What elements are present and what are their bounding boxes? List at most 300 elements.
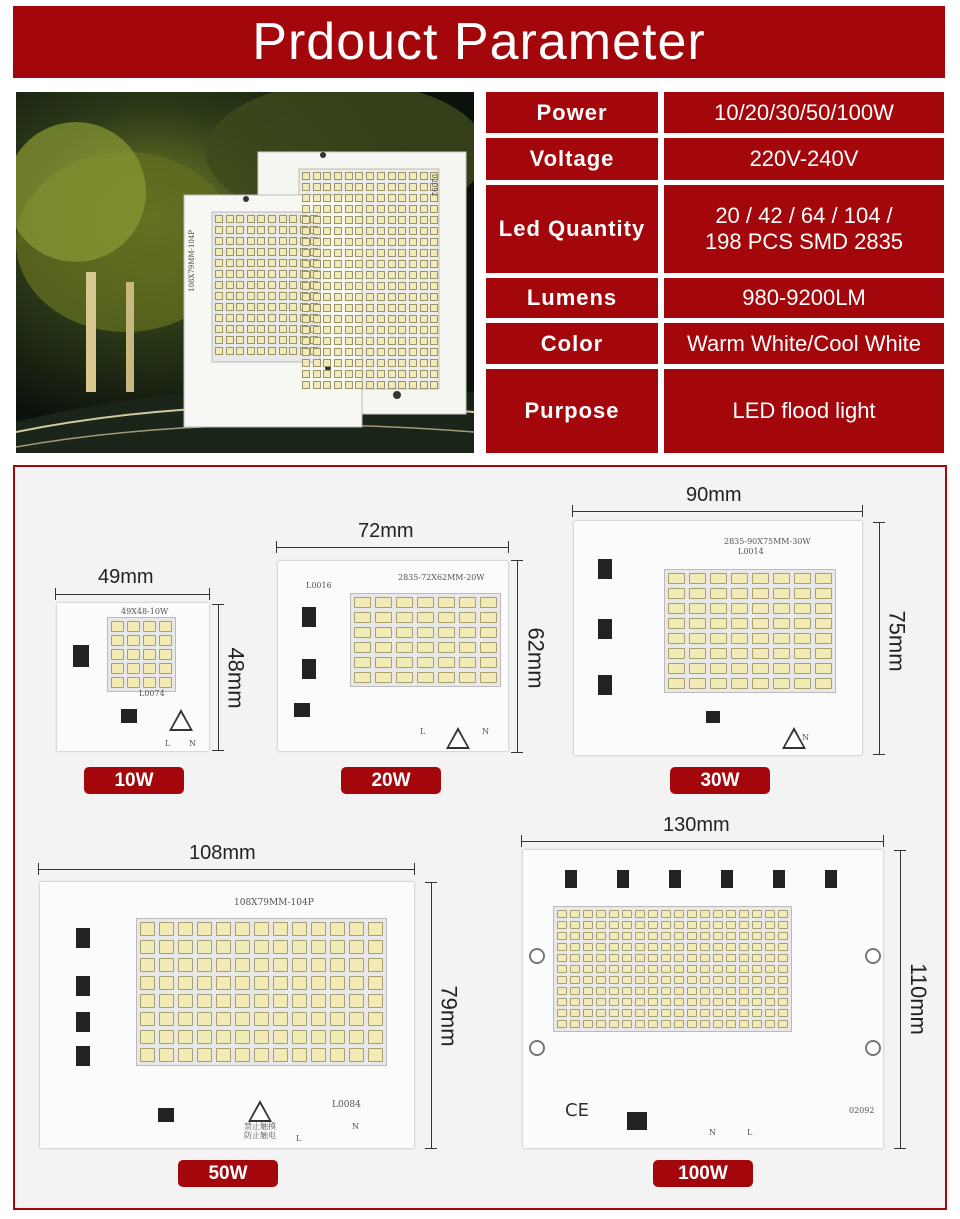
led-chip — [700, 976, 710, 984]
led-chip — [330, 1030, 345, 1044]
dim-line — [517, 560, 518, 752]
photo-led-chip — [247, 303, 255, 311]
photo-led-chip — [302, 348, 310, 356]
dim-tick — [425, 882, 437, 883]
photo-led-chip — [323, 227, 331, 235]
led-chip — [661, 921, 671, 929]
rectifier-chip — [294, 703, 310, 717]
led-chip — [794, 648, 811, 659]
photo-led-chip — [334, 359, 342, 367]
led-chip — [583, 1020, 593, 1028]
photo-led-chip — [398, 183, 406, 191]
led-chip — [557, 910, 567, 918]
board-50w — [40, 882, 414, 1148]
photo-led-chip — [334, 249, 342, 257]
led-chip — [778, 976, 788, 984]
led-chip — [674, 1009, 684, 1017]
photo-led-chip — [377, 337, 385, 345]
dim-height-50w: 79mm — [436, 985, 462, 1047]
led-chip — [254, 1030, 269, 1044]
photo-led-chip — [313, 260, 321, 268]
led-chip — [330, 940, 345, 954]
photo-led-chip — [247, 314, 255, 322]
led-chip — [739, 943, 749, 951]
photo-led-chip — [420, 216, 428, 224]
led-chip — [596, 1009, 606, 1017]
photo-led-chip — [247, 325, 255, 333]
photo-led-chip — [377, 370, 385, 378]
led-chip — [752, 678, 769, 689]
photo-led-chip — [215, 237, 223, 245]
led-chip — [773, 618, 790, 629]
led-chip — [570, 921, 580, 929]
led-chip — [635, 954, 645, 962]
led-chip — [557, 998, 567, 1006]
photo-led-chip — [289, 314, 297, 322]
photo-led-chip — [430, 304, 438, 312]
led-chip — [159, 922, 174, 936]
photo-led-chip — [247, 347, 255, 355]
photo-led-chip — [268, 237, 276, 245]
led-chip — [349, 940, 364, 954]
dim-tick — [425, 1148, 437, 1149]
dim-height-30w: 75mm — [884, 610, 910, 672]
photo-led-chip — [398, 315, 406, 323]
led-chip — [159, 958, 174, 972]
led-chip — [689, 603, 706, 614]
photo-led-chip — [268, 270, 276, 278]
photo-led-chip — [215, 215, 223, 223]
led-chip — [292, 940, 307, 954]
led-chip — [438, 597, 455, 608]
param-row-lumens — [486, 278, 944, 318]
photo-led-chip — [366, 293, 374, 301]
led-grid-100w — [553, 906, 792, 1032]
photo-led-chip — [215, 281, 223, 289]
photo-led-chip — [366, 282, 374, 290]
photo-led-chip — [323, 249, 331, 257]
photo-led-chip — [268, 259, 276, 267]
board-30w — [574, 521, 862, 755]
photo-led-chip — [377, 326, 385, 334]
led-chip — [235, 1030, 250, 1044]
led-chip — [159, 649, 172, 660]
photo-led-chip — [420, 238, 428, 246]
led-chip — [778, 987, 788, 995]
photo-led-chip — [257, 270, 265, 278]
led-chip — [596, 998, 606, 1006]
photo-led-chip — [345, 348, 353, 356]
photo-led-chip — [226, 314, 234, 322]
photo-led-chip — [377, 238, 385, 246]
led-chip — [480, 657, 497, 668]
led-chip — [368, 1012, 383, 1026]
dim-tick — [209, 588, 210, 600]
led-chip — [396, 612, 413, 623]
photo-led-chip — [409, 304, 417, 312]
photo-led-chip — [345, 282, 353, 290]
photo-led-chip — [215, 325, 223, 333]
led-chip — [713, 921, 723, 929]
photo-led-chip — [366, 326, 374, 334]
photo-led-chip — [398, 271, 406, 279]
photo-led-chip — [430, 205, 438, 213]
photo-led-chip — [247, 281, 255, 289]
led-chip — [140, 994, 155, 1008]
led-chip — [622, 954, 632, 962]
led-chip — [794, 633, 811, 644]
led-chip — [752, 633, 769, 644]
photo-led-chip — [398, 370, 406, 378]
photo-led-chip — [334, 370, 342, 378]
photo-led-chip — [302, 337, 310, 345]
photo-led-chip — [257, 281, 265, 289]
dim-tick — [212, 750, 224, 751]
photo-led-chip — [366, 194, 374, 202]
led-chip — [143, 649, 156, 660]
photo-led-chip — [355, 293, 363, 301]
photo-led-chip — [279, 347, 287, 355]
photo-led-chip — [430, 359, 438, 367]
dim-tick — [572, 505, 573, 517]
photo-led-chip — [388, 183, 396, 191]
photo-led-chip — [377, 359, 385, 367]
rectifier-chip — [706, 711, 720, 723]
photo-led-chip — [345, 194, 353, 202]
led-chip — [710, 633, 727, 644]
photo-led-chip — [355, 304, 363, 312]
driver-chip — [302, 659, 316, 679]
photo-led-chip — [388, 326, 396, 334]
photo-led-chip — [215, 314, 223, 322]
led-chip — [661, 998, 671, 1006]
led-grid-30w — [664, 569, 836, 693]
photo-led-chip — [236, 303, 244, 311]
led-chip — [235, 976, 250, 990]
mounting-hole — [529, 948, 545, 964]
photo-led-chip — [334, 260, 342, 268]
led-chip — [159, 1030, 174, 1044]
photo-led-chip — [226, 303, 234, 311]
photo-led-chip — [388, 337, 396, 345]
led-chip — [330, 922, 345, 936]
dim-width-100w: 130mm — [663, 814, 730, 836]
photo-led-chip — [257, 314, 265, 322]
led-chip — [773, 663, 790, 674]
live-mark: L — [296, 1134, 302, 1143]
photo-led-chip — [226, 248, 234, 256]
photo-led-chip — [313, 370, 321, 378]
led-chip — [159, 663, 172, 674]
led-chip — [713, 943, 723, 951]
led-chip — [292, 994, 307, 1008]
led-chip — [739, 932, 749, 940]
led-chip — [700, 965, 710, 973]
photo-led-chip — [236, 281, 244, 289]
driver-chip — [617, 870, 629, 888]
dim-tick — [38, 863, 39, 875]
photo-led-chip — [289, 281, 297, 289]
photo-led-chip — [409, 260, 417, 268]
led-chip — [159, 1012, 174, 1026]
photo-led-chip — [313, 348, 321, 356]
dim-tick — [883, 835, 884, 847]
led-chip — [216, 958, 231, 972]
driver-chip — [598, 559, 612, 579]
photo-led-chip — [279, 226, 287, 234]
led-chip — [668, 648, 685, 659]
rectifier-chip — [627, 1112, 647, 1130]
led-chip — [726, 910, 736, 918]
led-chip — [713, 910, 723, 918]
led-chip — [330, 1012, 345, 1026]
led-chip — [235, 1012, 250, 1026]
led-chip — [311, 958, 326, 972]
photo-led-chip — [247, 270, 255, 278]
led-chip — [687, 965, 697, 973]
mounting-hole — [529, 1040, 545, 1056]
led-chip — [710, 588, 727, 599]
led-chip — [689, 573, 706, 584]
led-chip — [648, 910, 658, 918]
led-chip — [687, 1009, 697, 1017]
led-chip — [583, 943, 593, 951]
led-chip — [713, 987, 723, 995]
photo-led-chip — [377, 260, 385, 268]
led-chip — [765, 976, 775, 984]
photo-led-chip — [279, 215, 287, 223]
photo-led-chip — [323, 370, 331, 378]
led-chip — [668, 663, 685, 674]
led-chip — [311, 922, 326, 936]
photo-led-chip — [430, 227, 438, 235]
led-chip — [674, 1020, 684, 1028]
photo-led-chip — [398, 227, 406, 235]
led-chip — [765, 932, 775, 940]
led-chip — [609, 998, 619, 1006]
photo-led-chip — [302, 227, 310, 235]
led-chip — [739, 965, 749, 973]
led-chip — [330, 958, 345, 972]
led-chip — [140, 922, 155, 936]
led-chip — [583, 987, 593, 995]
photo-led-chip — [409, 172, 417, 180]
photo-led-chip — [420, 326, 428, 334]
photo-led-chip — [409, 205, 417, 213]
photo-led-chip — [313, 282, 321, 290]
photo-led-chip — [302, 293, 310, 301]
led-chip — [583, 965, 593, 973]
led-chip — [710, 618, 727, 629]
led-chip — [349, 994, 364, 1008]
led-chip — [778, 1020, 788, 1028]
photo-led-chip — [313, 359, 321, 367]
dim-tick — [414, 863, 415, 875]
param-row-led-quantity — [486, 185, 944, 273]
led-chip — [140, 976, 155, 990]
led-chip — [622, 1009, 632, 1017]
led-chip — [713, 932, 723, 940]
led-chip — [159, 976, 174, 990]
photo-led-chip — [323, 271, 331, 279]
led-chip — [368, 976, 383, 990]
led-chip — [570, 976, 580, 984]
photo-led-chip — [215, 259, 223, 267]
led-chip — [459, 627, 476, 638]
led-chip — [752, 921, 762, 929]
led-chip — [557, 987, 567, 995]
led-chip — [480, 612, 497, 623]
led-chip — [752, 588, 769, 599]
led-chip — [178, 1012, 193, 1026]
led-chip — [609, 910, 619, 918]
photo-led-chip — [345, 370, 353, 378]
photo-led-chip — [398, 304, 406, 312]
neutral-mark: N — [709, 1128, 716, 1137]
photo-led-chip — [377, 183, 385, 191]
photo-led-chip — [345, 260, 353, 268]
photo-led-chip — [289, 292, 297, 300]
led-chip — [700, 943, 710, 951]
photo-led-chip — [302, 381, 310, 389]
led-chip — [311, 1048, 326, 1062]
led-chip — [752, 603, 769, 614]
board-silkscreen: 49X48-10W — [121, 607, 169, 616]
led-chip — [235, 1048, 250, 1062]
photo-led-chip — [420, 205, 428, 213]
led-chip — [349, 1012, 364, 1026]
led-chip — [710, 573, 727, 584]
photo-led-chip — [355, 205, 363, 213]
led-chip — [648, 1009, 658, 1017]
led-chip — [417, 642, 434, 653]
led-chip — [815, 603, 832, 614]
led-chip — [583, 910, 593, 918]
board-code: L0074 — [139, 689, 165, 698]
led-chip — [480, 642, 497, 653]
param-row-voltage — [486, 138, 944, 180]
photo-led-chip — [334, 183, 342, 191]
led-chip — [815, 588, 832, 599]
photo-led-chip — [323, 326, 331, 334]
led-chip — [178, 922, 193, 936]
led-chip — [178, 1030, 193, 1044]
led-chip — [609, 1020, 619, 1028]
led-chip — [689, 648, 706, 659]
led-chip — [752, 1009, 762, 1017]
led-chip — [752, 987, 762, 995]
photo-led-chip — [355, 348, 363, 356]
led-chip — [178, 1048, 193, 1062]
led-chip — [127, 677, 140, 688]
led-chip — [459, 672, 476, 683]
led-chip — [752, 1020, 762, 1028]
photo-led-chip — [334, 172, 342, 180]
led-chip — [111, 649, 124, 660]
led-chip — [700, 921, 710, 929]
led-chip — [349, 976, 364, 990]
led-chip — [273, 940, 288, 954]
photo-led-chip — [257, 215, 265, 223]
mounting-hole — [865, 948, 881, 964]
wattage-tag-20w: 20W — [341, 767, 441, 794]
driver-chip — [76, 1012, 90, 1032]
dim-width-20w: 72mm — [358, 520, 414, 542]
live-mark: L — [747, 1128, 753, 1137]
param-key: Color — [486, 323, 658, 364]
photo-led-chip — [420, 271, 428, 279]
led-chip — [674, 965, 684, 973]
led-chip — [648, 932, 658, 940]
led-chip — [140, 1012, 155, 1026]
led-chip — [396, 627, 413, 638]
photo-led-chip — [366, 172, 374, 180]
led-chip — [349, 958, 364, 972]
led-chip — [273, 1012, 288, 1026]
led-chip — [773, 678, 790, 689]
led-chip — [765, 921, 775, 929]
led-chip — [609, 987, 619, 995]
driver-chip — [76, 1046, 90, 1066]
led-chip — [570, 998, 580, 1006]
photo-led-chip — [236, 314, 244, 322]
param-key: Led Quantity — [486, 185, 658, 273]
led-chip — [674, 921, 684, 929]
led-chip — [159, 635, 172, 646]
led-chip — [794, 663, 811, 674]
board-silkscreen: 108X79MM-104P — [234, 898, 314, 908]
photo-led-chip — [279, 325, 287, 333]
photo-led-chip — [313, 194, 321, 202]
led-chip — [254, 994, 269, 1008]
led-chip — [417, 627, 434, 638]
led-chip — [143, 663, 156, 674]
photo-led-chip — [377, 293, 385, 301]
led-chip — [674, 998, 684, 1006]
photo-led-chip — [388, 249, 396, 257]
photo-led-chip — [302, 194, 310, 202]
led-chip — [375, 642, 392, 653]
dim-tick — [508, 541, 509, 553]
photo-led-chip — [388, 359, 396, 367]
led-chip — [713, 1020, 723, 1028]
led-chip — [648, 943, 658, 951]
photo-led-chip — [268, 215, 276, 223]
photo-led-chip — [302, 238, 310, 246]
photo-led-chip — [257, 292, 265, 300]
led-chip — [710, 648, 727, 659]
photo-led-chip — [268, 281, 276, 289]
photo-led-chip — [420, 260, 428, 268]
photo-led-chip — [409, 216, 417, 224]
led-chip — [668, 588, 685, 599]
led-chip — [216, 1048, 231, 1062]
led-chip — [459, 642, 476, 653]
led-chip — [713, 1009, 723, 1017]
led-chip — [583, 954, 593, 962]
photo-led-chip — [388, 227, 396, 235]
led-chip — [557, 921, 567, 929]
photo-led-chip — [398, 381, 406, 389]
led-chip — [778, 921, 788, 929]
led-chip — [349, 922, 364, 936]
photo-led-chip — [366, 205, 374, 213]
photo-led-chip — [215, 303, 223, 311]
led-chip — [731, 618, 748, 629]
led-chip — [292, 958, 307, 972]
led-chip — [143, 677, 156, 688]
photo-led-chip — [420, 370, 428, 378]
